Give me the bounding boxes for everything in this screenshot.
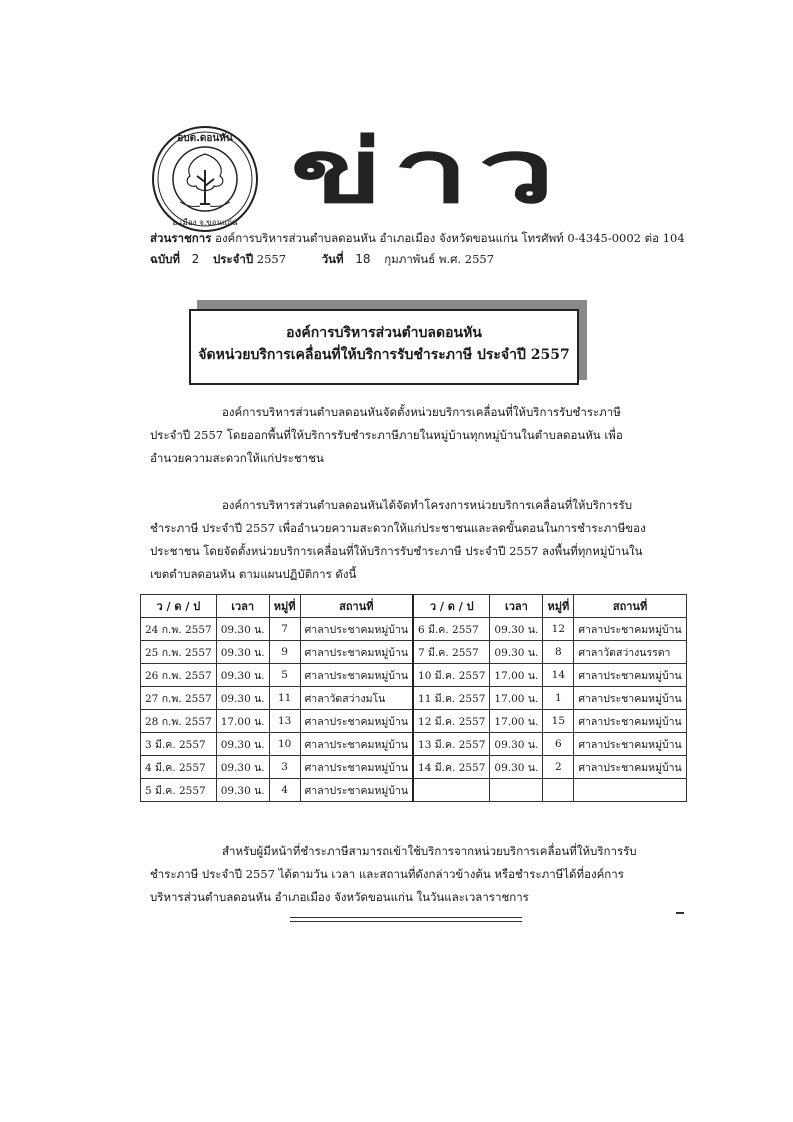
paragraph-3: สำหรับผู้มีหน้าที่ชำระภาษีสามารถเข้าใช้บริการจากหน่วยบริการเคลื่อนที่ให้บริการรับชำระภาษี ประจำปี 2557 ได้ตามวัน เวลา และสถานที่ดังกล่าวข้างต้น หรือชำระภาษีได้ที่องค์การบริหารส่วนตำบลดอนหัน อำเภอเมือง จังหวัดขอนแก่น ในวันและเวลาราชการ xyxy=(150,844,637,904)
cell-village: 4 xyxy=(269,779,300,802)
header-place: สถานที่ xyxy=(300,595,413,618)
cell-time: 09.30 น. xyxy=(216,618,269,641)
title-line-1: องค์การบริหารส่วนตำบลดอนหัน xyxy=(286,325,482,341)
cell-place: ศาลาประชาคมหมู่บ้าน xyxy=(300,664,413,687)
closing-rule-bottom xyxy=(290,921,522,922)
date-rest: กุมภาพันธ์ พ.ศ. 2557 xyxy=(384,252,495,266)
table-row xyxy=(141,618,687,641)
cell-place: ศาลาประชาคมหมู่บ้าน xyxy=(574,710,686,733)
cell-time: 09.30 น. xyxy=(216,687,269,710)
cell-time: 09.30 น. xyxy=(490,641,543,664)
cell-place: ศาลาประชาคมหมู่บ้าน xyxy=(574,733,686,756)
cell-place: ศาลาประชาคมหมู่บ้าน xyxy=(574,756,686,779)
headline: ข่าว xyxy=(290,120,565,223)
cell-village: 14 xyxy=(543,664,574,687)
issue-line xyxy=(150,251,494,269)
cell-village: 6 xyxy=(543,733,574,756)
cell-place: ศาลาประชาคมหมู่บ้าน xyxy=(300,779,413,802)
cell-time: 09.30 น. xyxy=(216,664,269,687)
paragraph-1: องค์การบริหารส่วนตำบลดอนหันจัดตั้งหน่วยบริการเคลื่อนที่ให้บริการรับชำระภาษี ประจำปี 2557 โดยออกพื้นที่ให้บริการรับชำระภาษีภายในหมู่บ้านทุกหมู่บ้านในตำบลดอนหัน เพื่ออำนวยความสะดวกให้แก่ประชาชน xyxy=(150,405,623,465)
cell-village: 1 xyxy=(543,687,574,710)
agency-line xyxy=(150,230,685,248)
cell-date: 3 มี.ค. 2557 xyxy=(141,733,217,756)
table-header-row xyxy=(141,595,687,618)
cell-village: 8 xyxy=(543,641,574,664)
header-date: ว / ด / ป xyxy=(141,595,217,618)
issue-label: ฉบับที่ xyxy=(150,252,181,266)
cell-place: ศาลาประชาคมหมู่บ้าน xyxy=(574,618,686,641)
paragraph-2: องค์การบริหารส่วนตำบลดอนหันได้จัดทำโครงการหน่วยบริการเคลื่อนที่ให้บริการรับชำระภาษี ประจำปี 2557 เพื่ออำนวยความสะดวกให้แก่ประชาชนและลดขั้นตอนในการชำระภาษีของประชาชน โดยจัดตั้งหน่วยบริการเคลื่อนที่ให้บริการรับชำระภาษี ประจำปี 2557 ลงพื้นที่ทุกหมู่บ้านในเขตตำบลดอนหัน ตามแผนปฏิบัติการ ดังนี้ xyxy=(150,498,646,581)
cell-date: 24 ก.พ. 2557 xyxy=(141,618,217,641)
header-village: หมู่ที่ xyxy=(543,595,574,618)
table-row xyxy=(141,733,687,756)
cell-date: 5 มี.ค. 2557 xyxy=(141,779,217,802)
cell-time: 17.00 น. xyxy=(490,710,543,733)
header-time: เวลา xyxy=(216,595,269,618)
cell-village: 13 xyxy=(269,710,300,733)
seal-text-top: อบต.ดอนหัน xyxy=(177,133,233,144)
cell-village: 2 xyxy=(543,756,574,779)
title-box xyxy=(189,309,579,385)
agency-label: ส่วนราชการ xyxy=(150,231,212,245)
cell-date xyxy=(413,779,490,802)
schedule-table xyxy=(140,594,687,802)
table-row xyxy=(141,641,687,664)
cell-date: 10 มี.ค. 2557 xyxy=(413,664,490,687)
cell-village xyxy=(543,779,574,802)
cell-date: 27 ก.พ. 2557 xyxy=(141,687,217,710)
cell-date: 25 ก.พ. 2557 xyxy=(141,641,217,664)
cell-time: 17.00 น. xyxy=(490,687,543,710)
cell-place xyxy=(574,779,686,802)
cell-time: 09.30 น. xyxy=(216,641,269,664)
cell-time: 09.30 น. xyxy=(216,733,269,756)
header-village: หมู่ที่ xyxy=(269,595,300,618)
table-row xyxy=(141,756,687,779)
cell-village: 15 xyxy=(543,710,574,733)
header-place: สถานที่ xyxy=(574,595,686,618)
cell-place: ศาลาประชาคมหมู่บ้าน xyxy=(300,641,413,664)
cell-date: 12 มี.ค. 2557 xyxy=(413,710,490,733)
cell-date: 13 มี.ค. 2557 xyxy=(413,733,490,756)
cell-date: 11 มี.ค. 2557 xyxy=(413,687,490,710)
cell-place: ศาลาประชาคมหมู่บ้าน xyxy=(300,756,413,779)
year-value: 2557 xyxy=(256,252,287,266)
issue-number: 2 xyxy=(191,252,200,266)
seal-text-bottom: อ.เมือง จ.ขอนแก่น xyxy=(172,218,238,227)
agency-value: องค์การบริหารส่วนตำบลดอนหัน อำเภอเมือง จังหวัดขอนแก่น โทรศัพท์ 0-4345-0002 ต่อ 104 xyxy=(215,231,685,245)
closing-rule-top xyxy=(290,917,522,918)
cell-village: 5 xyxy=(269,664,300,687)
cell-time: 09.30 น. xyxy=(490,618,543,641)
cell-village: 10 xyxy=(269,733,300,756)
cell-time xyxy=(490,779,543,802)
cell-village: 9 xyxy=(269,641,300,664)
table-row xyxy=(141,687,687,710)
cell-village: 3 xyxy=(269,756,300,779)
table-row xyxy=(141,710,687,733)
header-date: ว / ด / ป xyxy=(413,595,490,618)
cell-place: ศาลาประชาคมหมู่บ้าน xyxy=(300,733,413,756)
cell-village: 12 xyxy=(543,618,574,641)
cell-date: 7 มี.ค. 2557 xyxy=(413,641,490,664)
cell-place: ศาลาประชาคมหมู่บ้าน xyxy=(300,710,413,733)
cell-date: 6 มี.ค. 2557 xyxy=(413,618,490,641)
cell-time: 09.30 น. xyxy=(490,733,543,756)
table-row xyxy=(141,664,687,687)
cell-time: 09.30 น. xyxy=(490,756,543,779)
title-line-2: จัดหน่วยบริการเคลื่อนที่ให้บริการรับชำระภาษี ประจำปี 2557 xyxy=(198,347,570,363)
cell-date: 28 ก.พ. 2557 xyxy=(141,710,217,733)
year-label: ประจำปี xyxy=(212,252,254,266)
cell-time: 17.00 น. xyxy=(490,664,543,687)
date-day: 18 xyxy=(355,252,371,266)
cell-date: 14 มี.ค. 2557 xyxy=(413,756,490,779)
cell-place: ศาลาวัดสว่างมโน xyxy=(300,687,413,710)
cell-time: 09.30 น. xyxy=(216,756,269,779)
cell-place: ศาลาประชาคมหมู่บ้าน xyxy=(300,618,413,641)
cell-date: 4 มี.ค. 2557 xyxy=(141,756,217,779)
page-mark xyxy=(676,912,684,914)
cell-time: 17.00 น. xyxy=(216,710,269,733)
table-row xyxy=(141,779,687,802)
cell-place: ศาลาวัดสว่างนรรตา xyxy=(574,641,686,664)
header-time: เวลา xyxy=(490,595,543,618)
cell-village: 11 xyxy=(269,687,300,710)
cell-village: 7 xyxy=(269,618,300,641)
cell-place: ศาลาประชาคมหมู่บ้าน xyxy=(574,687,686,710)
seal-emblem-icon xyxy=(150,124,260,234)
cell-date: 26 ก.พ. 2557 xyxy=(141,664,217,687)
date-label: วันที่ xyxy=(321,252,344,266)
cell-time: 09.30 น. xyxy=(216,779,269,802)
cell-place: ศาลาประชาคมหมู่บ้าน xyxy=(574,664,686,687)
